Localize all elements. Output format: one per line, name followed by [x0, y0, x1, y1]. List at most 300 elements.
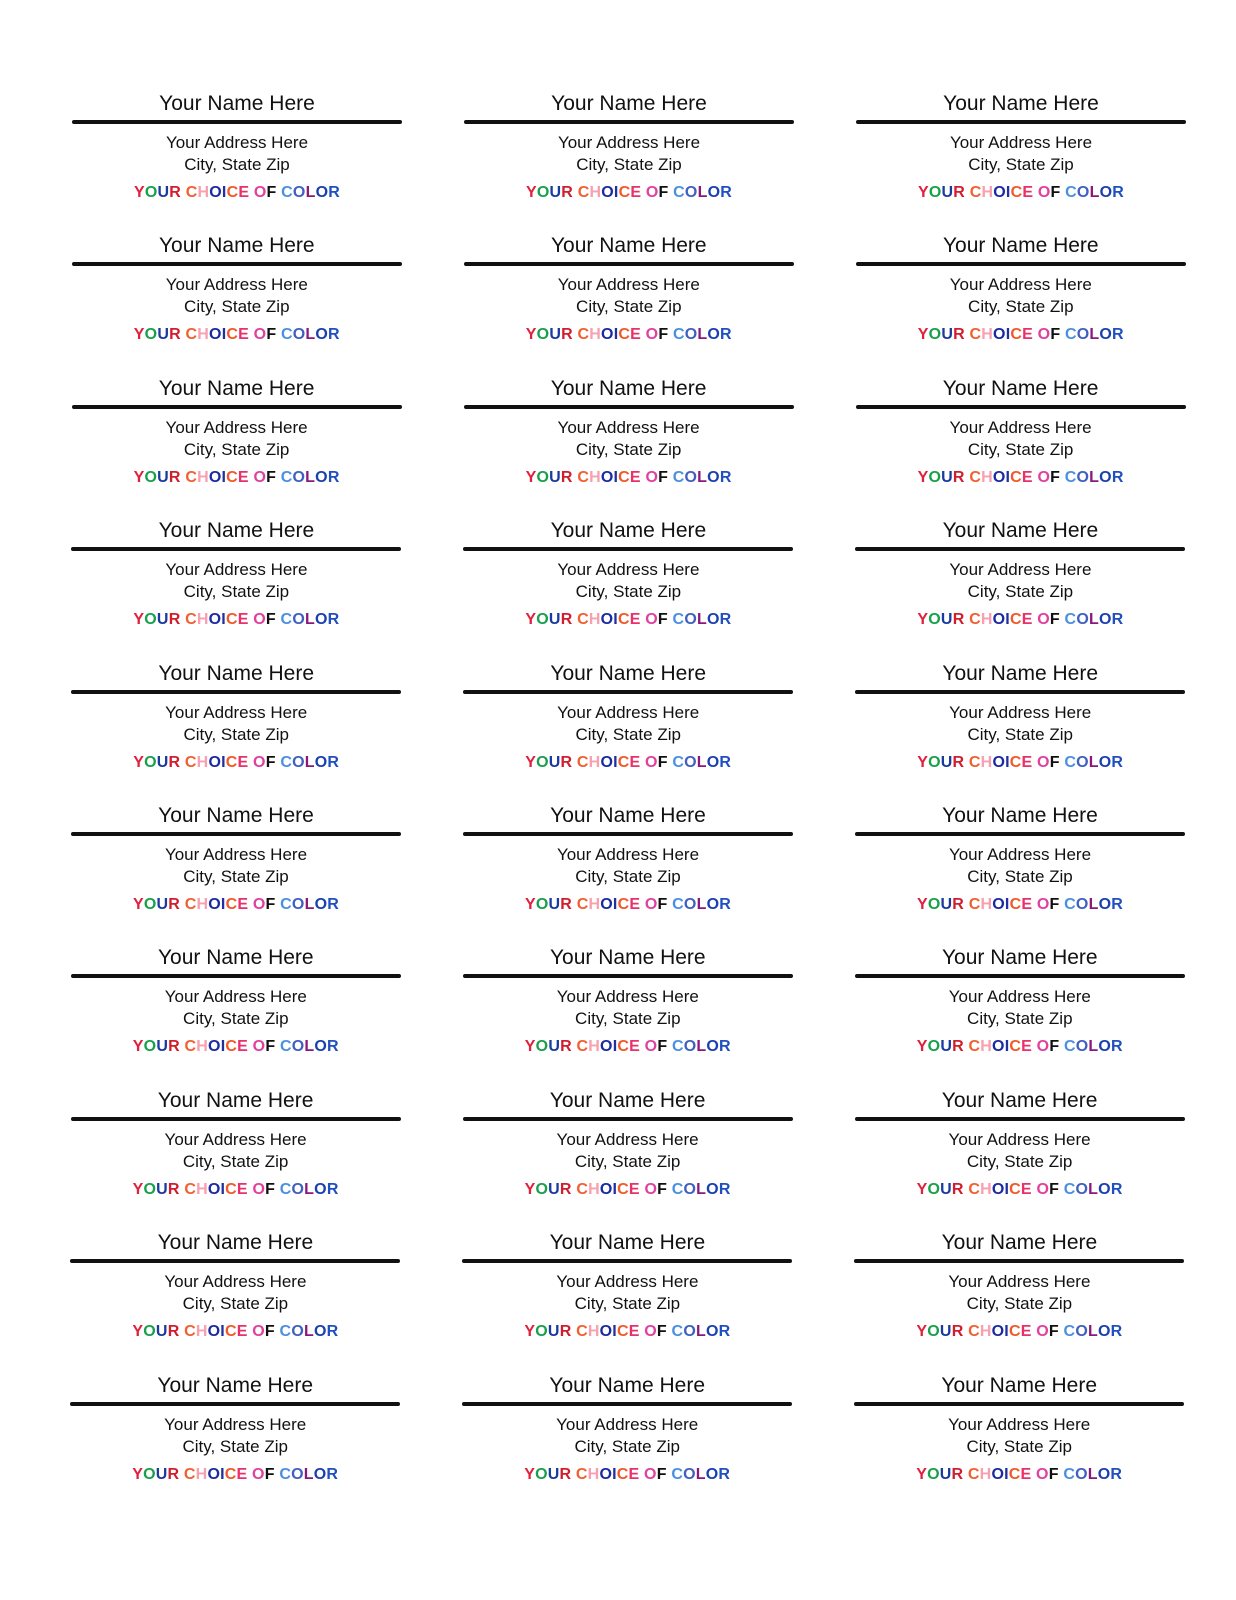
color-letter: O [1075, 896, 1089, 913]
color-letter: C [671, 1180, 684, 1198]
color-letter: Y [132, 1323, 144, 1341]
color-letter: I [220, 896, 226, 913]
label-name: Your Name Here [941, 1231, 1098, 1255]
color-letter: L [695, 1465, 706, 1483]
color-letter: U [156, 611, 169, 629]
address-line: Your Address Here [949, 417, 1092, 437]
color-choice-line [463, 753, 793, 773]
address-label [856, 92, 1186, 232]
color-letter: R [561, 184, 574, 201]
color-letter: H [589, 326, 602, 344]
city-state-zip: City, State Zip [183, 1009, 289, 1029]
color-letter: F [657, 896, 668, 913]
color-letter: O [644, 896, 658, 913]
color-letter: U [939, 1323, 952, 1341]
color-letter: Y [917, 753, 929, 771]
label-name: Your Name Here [551, 92, 707, 115]
color-letter: L [696, 753, 707, 771]
color-letter: O [253, 184, 267, 201]
color-letter: Y [133, 753, 145, 771]
label-name: Your Name Here [942, 661, 1098, 685]
label-address [463, 1129, 793, 1173]
color-letter: E [1022, 184, 1034, 201]
color-letter: C [280, 896, 292, 913]
color-letter: O [1099, 184, 1113, 201]
label-divider [463, 690, 793, 694]
color-letter: F [1049, 896, 1060, 913]
color-letter: R [559, 1465, 572, 1483]
color-letter: E [628, 1180, 640, 1198]
color-letter: O [252, 1465, 265, 1483]
color-letter: I [1004, 896, 1010, 913]
city-state-zip: City, State Zip [182, 1294, 289, 1314]
color-letter: E [1020, 1180, 1032, 1198]
label-name: Your Name Here [550, 804, 706, 827]
address-line: Your Address Here [165, 702, 308, 722]
color-letter: Y [916, 1323, 928, 1341]
color-letter: R [1111, 611, 1124, 629]
color-letter: H [197, 468, 209, 486]
label-address [855, 986, 1185, 1030]
color-letter: O [600, 1038, 613, 1056]
city-state-zip: City, State Zip [575, 1009, 681, 1029]
label-name: Your Name Here [550, 519, 707, 543]
color-letter: L [305, 326, 316, 344]
color-letter: U [549, 326, 562, 344]
color-letter: I [1005, 326, 1011, 344]
label-name: Your Name Here [549, 946, 706, 970]
color-letter: C [577, 611, 589, 629]
address-line: Your Address Here [164, 1414, 307, 1434]
color-letter: Y [525, 896, 536, 913]
color-letter: O [1037, 753, 1050, 771]
color-letter: C [225, 1038, 238, 1056]
address-label [856, 377, 1186, 517]
color-letter: O [314, 611, 328, 629]
color-letter: F [657, 1180, 668, 1198]
color-letter: O [208, 468, 222, 486]
color-letter: I [220, 1465, 225, 1483]
color-letter: L [303, 1323, 314, 1341]
color-choice-line [72, 468, 402, 488]
color-choice-line [854, 1465, 1184, 1485]
color-letter: E [629, 753, 641, 771]
color-letter: O [253, 326, 267, 344]
color-letter: I [221, 184, 227, 201]
color-letter: O [291, 1180, 305, 1198]
color-letter: R [168, 611, 181, 629]
color-letter: C [576, 753, 589, 771]
city-state-zip: City, State Zip [183, 582, 290, 602]
color-letter: C [618, 468, 630, 486]
color-letter: O [314, 753, 328, 771]
label-address [463, 559, 793, 603]
city-state-zip: City, State Zip [182, 1436, 288, 1456]
color-letter: O [1076, 326, 1090, 344]
label-divider [464, 262, 794, 266]
label-divider [71, 1117, 401, 1121]
color-choice-line [71, 1037, 401, 1057]
color-letter: C [1009, 1180, 1021, 1198]
city-state-zip: City, State Zip [967, 1009, 1073, 1029]
color-letter: O [601, 184, 614, 201]
color-letter: E [1021, 896, 1033, 913]
address-label [464, 377, 794, 517]
color-letter: E [1020, 1323, 1032, 1341]
color-letter: O [683, 1465, 696, 1483]
color-letter: R [560, 611, 573, 629]
color-letter: U [940, 753, 953, 771]
color-letter: O [601, 326, 614, 344]
address-label [72, 92, 402, 232]
color-letter: I [221, 611, 226, 629]
color-letter: I [220, 1038, 226, 1056]
color-letter: C [184, 896, 197, 913]
color-letter: L [696, 1038, 707, 1056]
color-letter: O [927, 1038, 941, 1056]
color-letter: Y [132, 1180, 144, 1198]
label-name: Your Name Here [157, 946, 314, 970]
color-letter: L [304, 753, 315, 771]
color-letter: O [535, 896, 549, 913]
color-letter: O [143, 896, 157, 913]
color-letter: H [196, 753, 209, 771]
color-choice-line [71, 610, 401, 630]
color-letter: O [313, 1323, 327, 1341]
color-letter: H [588, 1180, 600, 1198]
color-letter: C [1064, 611, 1077, 629]
color-letter: U [156, 753, 169, 771]
color-letter: O [144, 184, 158, 201]
color-letter: O [928, 611, 941, 629]
color-letter: U [156, 1038, 169, 1056]
color-letter: O [1075, 1038, 1089, 1056]
label-name: Your Name Here [159, 92, 315, 115]
color-choice-line [72, 183, 402, 203]
color-letter: H [980, 1038, 993, 1056]
color-letter: R [719, 611, 732, 629]
color-letter: E [237, 1038, 248, 1056]
color-letter: O [1098, 1038, 1112, 1056]
color-letter: O [683, 1180, 697, 1198]
color-letter: F [1048, 1323, 1059, 1341]
color-letter: O [644, 1465, 657, 1483]
label-address [463, 844, 793, 888]
color-letter: L [1087, 1323, 1098, 1341]
color-letter: O [252, 896, 266, 913]
color-letter: E [628, 1323, 640, 1341]
color-letter: C [672, 326, 685, 344]
label-address [70, 1414, 400, 1458]
color-letter: F [1050, 184, 1061, 201]
color-letter: O [1075, 1323, 1088, 1341]
color-letter: E [237, 468, 249, 486]
color-letter: O [992, 468, 1006, 486]
label-divider [856, 120, 1186, 124]
label-divider [462, 1402, 792, 1406]
color-letter: C [672, 611, 685, 629]
label-address [464, 274, 794, 318]
color-letter: O [1036, 1038, 1050, 1056]
color-letter: C [280, 468, 293, 486]
color-letter: U [155, 1465, 168, 1483]
color-letter: O [209, 326, 222, 344]
color-letter: R [326, 1180, 339, 1198]
address-label [463, 946, 793, 1086]
color-choice-line [462, 1322, 792, 1342]
color-letter: O [292, 326, 306, 344]
color-letter: C [1063, 1323, 1076, 1341]
color-letter: L [696, 611, 707, 629]
color-letter: R [952, 468, 965, 486]
color-letter: O [992, 1038, 1005, 1056]
color-letter: O [315, 184, 329, 201]
color-letter: C [968, 1180, 981, 1198]
color-letter: H [980, 896, 993, 913]
color-letter: L [696, 1180, 707, 1198]
color-letter: O [928, 753, 941, 771]
label-divider [463, 832, 793, 836]
label-divider [71, 832, 401, 836]
color-letter: F [265, 611, 276, 629]
color-letter: O [291, 1323, 304, 1341]
address-label [70, 1231, 400, 1371]
color-letter: O [707, 468, 720, 486]
label-name: Your Name Here [550, 234, 707, 258]
color-letter: O [144, 326, 158, 344]
label-name: Your Name Here [158, 376, 315, 400]
color-letter: C [577, 184, 590, 201]
color-letter: O [992, 896, 1005, 913]
color-letter: C [279, 1180, 292, 1198]
label-address [72, 274, 402, 318]
label-name: Your Name Here [158, 661, 314, 685]
color-letter: H [981, 326, 994, 344]
color-letter: R [168, 896, 181, 913]
color-choice-line [463, 1180, 793, 1200]
color-letter: R [719, 896, 731, 913]
color-letter: F [1050, 468, 1061, 486]
address-line: Your Address Here [948, 1129, 1091, 1149]
color-letter: U [549, 468, 561, 486]
color-letter: Y [526, 184, 537, 201]
color-letter: L [697, 326, 708, 344]
color-letter: O [1036, 896, 1050, 913]
color-letter: C [617, 896, 630, 913]
color-letter: U [941, 468, 953, 486]
color-letter: F [657, 611, 668, 629]
color-letter: H [587, 1465, 600, 1483]
address-line: Your Address Here [949, 702, 1092, 722]
color-letter: E [629, 611, 641, 629]
color-letter: I [612, 1038, 618, 1056]
label-address [70, 1271, 400, 1315]
color-letter: H [588, 1038, 601, 1056]
label-address [463, 986, 793, 1030]
label-name: Your Name Here [158, 519, 315, 543]
color-letter: R [167, 1180, 180, 1198]
label-address [462, 1271, 792, 1315]
city-state-zip: City, State Zip [576, 297, 682, 317]
color-letter: H [196, 1038, 209, 1056]
color-letter: O [1098, 896, 1112, 913]
label-address [855, 702, 1185, 746]
color-letter: L [1088, 896, 1099, 913]
color-letter: C [185, 468, 198, 486]
address-label [462, 1374, 792, 1514]
color-letter: R [953, 326, 965, 344]
label-address [71, 1129, 401, 1173]
color-letter: F [265, 1180, 276, 1198]
color-letter: L [696, 896, 707, 913]
color-letter: C [672, 753, 685, 771]
color-letter: F [1048, 1465, 1059, 1483]
color-letter: R [718, 1465, 731, 1483]
color-letter: O [991, 1465, 1005, 1483]
color-letter: O [291, 896, 305, 913]
color-letter: H [587, 1323, 600, 1341]
color-letter: C [1010, 468, 1022, 486]
address-line: Your Address Here [948, 845, 1092, 864]
color-letter: R [168, 1038, 180, 1056]
color-letter: O [208, 896, 221, 913]
label-name: Your Name Here [942, 804, 1098, 827]
color-choice-line [464, 325, 794, 345]
color-letter: F [265, 896, 276, 913]
color-letter: F [264, 1323, 275, 1341]
color-letter: F [266, 468, 277, 486]
city-state-zip: City, State Zip [575, 867, 681, 886]
color-letter: O [314, 1038, 328, 1056]
color-letter: U [548, 1180, 560, 1198]
color-letter: R [1112, 326, 1124, 344]
color-letter: R [953, 184, 966, 201]
color-letter: E [629, 468, 641, 486]
color-letter: U [547, 1465, 560, 1483]
address-line: Your Address Here [948, 987, 1091, 1007]
color-letter: O [644, 1180, 658, 1198]
color-letter: H [196, 1180, 208, 1198]
label-name: Your Name Here [157, 1088, 314, 1112]
label-address [854, 1271, 1184, 1315]
color-letter: R [952, 753, 965, 771]
city-state-zip: City, State Zip [576, 155, 682, 174]
color-letter: O [684, 468, 698, 486]
color-letter: L [304, 1180, 315, 1198]
label-address [463, 702, 793, 746]
color-letter: E [237, 896, 249, 913]
color-letter: U [157, 468, 169, 486]
color-letter: H [195, 1323, 208, 1341]
color-letter: O [993, 326, 1006, 344]
color-letter: H [588, 753, 601, 771]
color-letter: O [292, 753, 305, 771]
color-letter: I [1004, 1323, 1009, 1341]
color-letter: O [292, 184, 306, 201]
label-name: Your Name Here [158, 234, 315, 258]
address-label [855, 662, 1185, 802]
label-divider [855, 1117, 1185, 1121]
color-letter: C [1009, 611, 1022, 629]
color-letter: U [548, 896, 561, 913]
color-letter: O [207, 1180, 221, 1198]
color-letter: C [969, 468, 982, 486]
label-name: Your Name Here [549, 1373, 705, 1397]
label-name: Your Name Here [943, 92, 1099, 115]
label-name: Your Name Here [550, 661, 706, 685]
color-letter: C [225, 753, 238, 771]
color-choice-line [855, 610, 1185, 630]
color-letter: R [328, 184, 340, 201]
color-letter: O [1099, 468, 1112, 486]
label-divider [71, 974, 401, 978]
city-state-zip: City, State Zip [575, 724, 681, 744]
color-choice-line [463, 895, 793, 915]
color-letter: R [1111, 753, 1124, 771]
city-state-zip: City, State Zip [967, 582, 1074, 602]
color-choice-line [855, 753, 1185, 773]
label-name: Your Name Here [549, 1088, 706, 1112]
color-letter: R [1111, 1038, 1123, 1056]
color-letter: R [718, 1323, 731, 1341]
color-letter: F [266, 326, 277, 344]
color-letter: C [185, 611, 197, 629]
color-letter: R [169, 326, 181, 344]
color-letter: Y [917, 611, 929, 629]
address-label [464, 234, 794, 374]
color-letter: O [143, 1323, 156, 1341]
color-letter: R [1110, 1323, 1123, 1341]
color-letter: O [1098, 611, 1112, 629]
color-letter: I [613, 184, 619, 201]
city-state-zip: City, State Zip [183, 724, 289, 744]
color-letter: U [155, 1323, 168, 1341]
label-name: Your Name Here [157, 1231, 314, 1255]
label-divider [856, 405, 1186, 409]
label-divider [855, 974, 1185, 978]
color-letter: C [184, 1038, 197, 1056]
color-letter: H [197, 184, 210, 201]
color-letter: R [719, 1038, 731, 1056]
color-letter: F [657, 753, 668, 771]
color-letter: R [327, 468, 340, 486]
color-letter: I [1004, 1180, 1010, 1198]
color-letter: U [548, 1038, 561, 1056]
color-letter: U [940, 611, 953, 629]
address-line: Your Address Here [557, 702, 700, 722]
label-divider [856, 262, 1186, 266]
address-label [70, 1374, 400, 1514]
color-letter: E [630, 326, 641, 344]
label-divider [855, 832, 1185, 836]
address-label [72, 377, 402, 517]
color-letter: C [616, 1465, 629, 1483]
color-letter: U [939, 1465, 952, 1483]
color-letter: O [993, 184, 1006, 201]
color-letter: I [220, 1180, 226, 1198]
color-choice-line [463, 610, 793, 630]
color-letter: C [576, 896, 589, 913]
color-letter: O [705, 1465, 719, 1483]
color-letter: L [304, 896, 315, 913]
color-letter: U [941, 184, 954, 201]
address-label [71, 662, 401, 802]
address-label [462, 1231, 792, 1371]
color-letter: F [658, 184, 669, 201]
color-letter: Y [133, 896, 144, 913]
label-divider [854, 1402, 1184, 1406]
color-letter: E [630, 184, 642, 201]
